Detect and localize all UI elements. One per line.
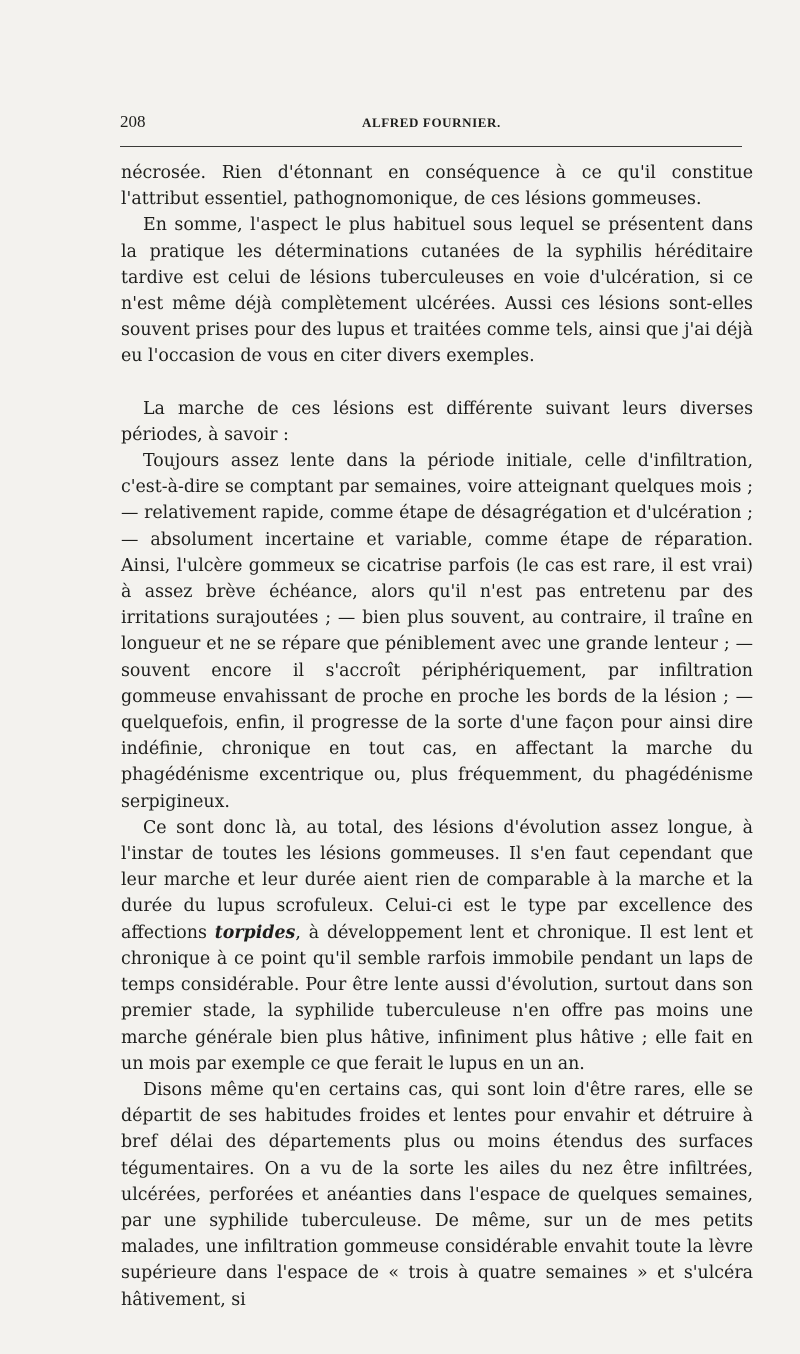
paragraph xyxy=(121,815,753,1077)
paragraph-text: , à développement lent et chronique. Il est lent et chronique à ce point qu'il semble rarfois immobile pendant un laps de temps considérable. Pour être lente aussi d'évolution, surtout dans son premier stade, la syphilide tuberculeuse n'en offre pas moins une marche générale bien plus hâtive, infiniment plus hâtive ; elle fait en un mois par exemple ce que ferait le lupus en un an. xyxy=(121,922,753,1074)
running-head-author: ALFRED FOURNIER. xyxy=(362,115,501,130)
body-text xyxy=(121,160,753,1313)
emphasized-term: torpides xyxy=(214,922,296,943)
paragraph: En somme, l'aspect le plus habituel sous lequel se présentent dans la pratique les déterminations cutanées de la syphilis héréditaire tardive est celui de lésions tuberculeuses en voie d'ulcération, si ce n'est même déjà complètement ulcérées. Aussi ces lésions sont-elles souvent prises pour des lupus et traitées comme tels, ainsi que j'ai déjà eu l'occasion de vous en citer divers exemples. xyxy=(121,215,753,367)
paragraph: La marche de ces lésions est différente suivant leurs diverses périodes, à savoir : xyxy=(121,398,753,445)
paragraph-text: Ce sont donc là, au total, des lésions d'évolution assez longue, à l'instar de toutes les lésions gommeuses. Il s'en faut cependant que leur marche et leur durée aient rien de comparable à la marche et la durée du lupus scrofuleux. Celui-ci est le type par excellence des affections xyxy=(121,817,753,943)
paragraph: Toujours assez lente dans la période initiale, celle d'infiltration, c'est-à-dire se comptant par semaines, voire atteignant quelques mois ; — relativement rapide, comme étape de désagrégation et d'ulcération ; — absolument incertaine et variable, comme étape de réparation. Ainsi, l'ulcère gommeux se cicatrise parfois (le cas est rare, il est vrai) à assez brève échéance, alors qu'il n'est pas entretenu par des irritations surajoutées ; — bien plus souvent, au contraire, il traîne en longueur et ne se répare que péniblement avec une grande lenteur ; — souvent encore il s'accroît périphériquement, par infiltration gommeuse envahissant de proche en proche les bords de la lésion ; — quelquefois, enfin, il progresse de la sorte d'une façon pour ainsi dire indéfinie, chronique en tout cas, en affectant la marche du phagédénisme excentrique ou, plus fréquemment, du phagédénisme serpigineux. xyxy=(121,451,753,812)
header-rule xyxy=(120,146,742,147)
paragraph: nécrosée. Rien d'étonnant en conséquence à ce qu'il constitue l'attribut essentiel, pathognomonique, de ces lésions gommeuses. xyxy=(121,163,753,210)
page-number: 208 xyxy=(120,112,146,131)
paragraph: Disons même qu'en certains cas, qui sont loin d'être rares, elle se départit de ses habitudes froides et lentes pour envahir et détruire à bref délai des départements plus ou moins étendus des surfaces tégumentaires. On a vu de la sorte les ailes du nez être infiltrées, ulcérées, perforées et anéanties dans l'espace de quelques semaines, par une syphilide tuberculeuse. De même, sur un de mes petits malades, une infiltration gommeuse considérable envahit toute la lèvre supérieure dans l'espace de « trois à quatre semaines » et s'ulcéra hâtivement, si xyxy=(121,1079,753,1310)
running-head xyxy=(120,112,742,136)
